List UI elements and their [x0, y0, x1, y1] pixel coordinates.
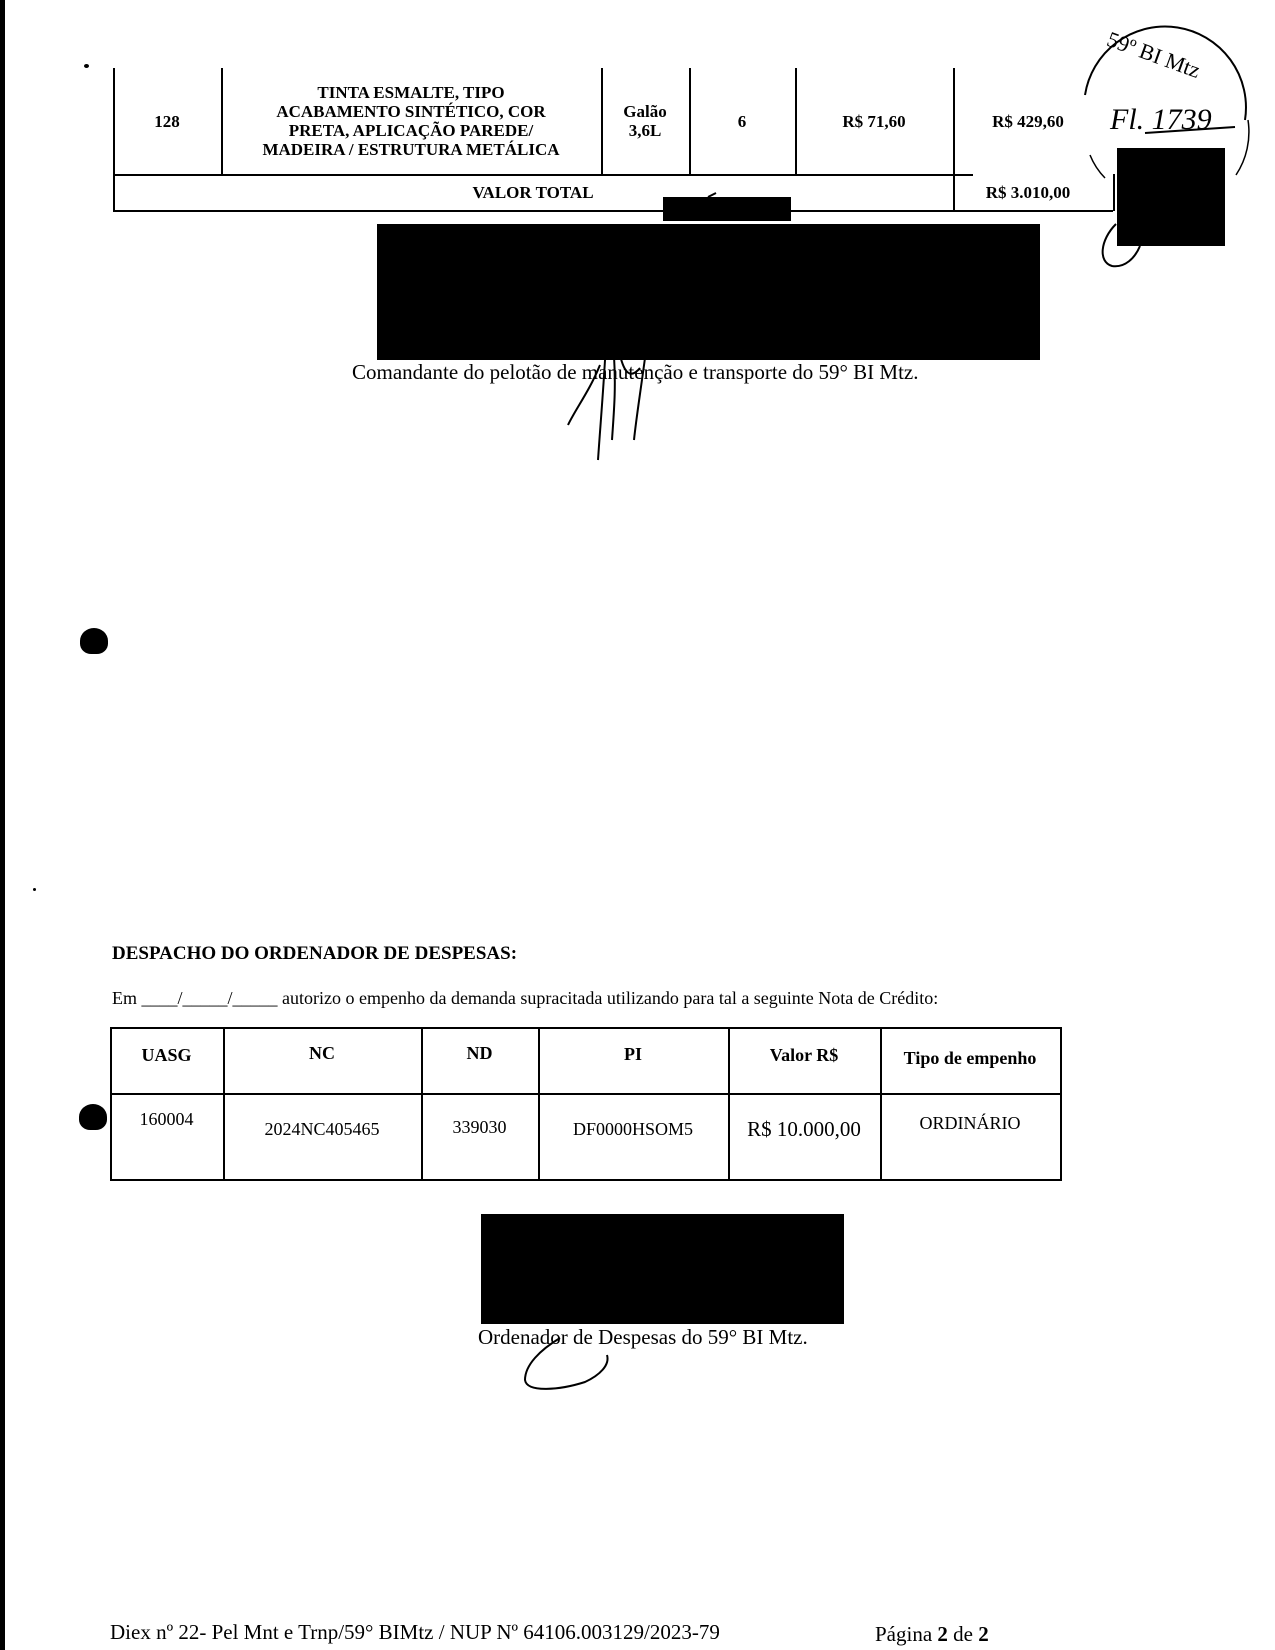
table-rule: [1060, 1027, 1062, 1181]
cell-nc: 2024NC405465: [264, 1119, 380, 1139]
stamp-ring: [1236, 120, 1249, 175]
unit-line: 3,6L: [628, 121, 662, 140]
signature-stroke: [708, 193, 716, 197]
cell-valor: R$ 10.000,00: [747, 1117, 861, 1141]
header-pi: PI: [624, 1043, 642, 1064]
description-line: PRETA, APLICAÇÃO PAREDE/: [288, 121, 534, 140]
signature-redaction: [481, 1214, 844, 1324]
signature-caption: Comandante do pelotão de manutenção e transporte do 59° BI Mtz.: [352, 360, 919, 384]
description-line: TINTA ESMALTE, TIPO: [317, 83, 505, 102]
authorization-line: Em ____/_____/_____ autorizo o empenho da demanda supracitada utilizando para tal a seguinte Nota de Crédito:: [112, 988, 939, 1008]
header-nd: ND: [466, 1042, 493, 1063]
item-total: R$ 429,60: [992, 111, 1064, 131]
unit-line: Galão: [623, 102, 667, 121]
dispatch-heading: DESPACHO DO ORDENADOR DE DESPESAS:: [112, 943, 518, 964]
header-uasg: UASG: [141, 1044, 192, 1065]
header-nc: NC: [309, 1042, 335, 1063]
stamp-ring-text: 59º BI Mtz: [1103, 26, 1204, 83]
cell-nd: 339030: [452, 1117, 507, 1137]
cell-uasg: 160004: [139, 1109, 194, 1129]
table-rule: [110, 1179, 1061, 1181]
header-tipo-empenho: Tipo de empenho: [903, 1047, 1037, 1068]
description-line: MADEIRA / ESTRUTURA METÁLICA: [262, 140, 560, 159]
item-number: 128: [154, 111, 180, 131]
item-quantity: 6: [737, 111, 747, 131]
item-unit-price: R$ 71,60: [842, 111, 906, 131]
signature-stroke: [1103, 224, 1140, 266]
cell-tipo-empenho: ORDINÁRIO: [919, 1113, 1021, 1133]
page-separator: de: [953, 1622, 973, 1646]
page-total: 2: [978, 1622, 989, 1646]
footer-reference: Diex nº 22- Pel Mnt e Trnp/59° BIMtz / NUP Nº 64106.003129/2023-79: [110, 1620, 720, 1644]
total-label: VALOR TOTAL: [472, 182, 594, 202]
signature-caption: Ordenador de Despesas do 59° BI Mtz.: [478, 1325, 808, 1349]
description-line: ACABAMENTO SINTÉTICO, COR: [276, 102, 546, 121]
page-number: [875, 1622, 989, 1647]
stamp-ring: [1090, 155, 1105, 178]
page-prefix: Página: [875, 1622, 933, 1646]
header-valor: Valor R$: [769, 1044, 839, 1065]
page-current: 2: [937, 1622, 948, 1646]
folio-number: Fl. 1739: [1110, 103, 1212, 136]
total-value: R$ 3.010,00: [985, 182, 1071, 202]
cell-pi: DF0000HSOM5: [572, 1119, 694, 1139]
